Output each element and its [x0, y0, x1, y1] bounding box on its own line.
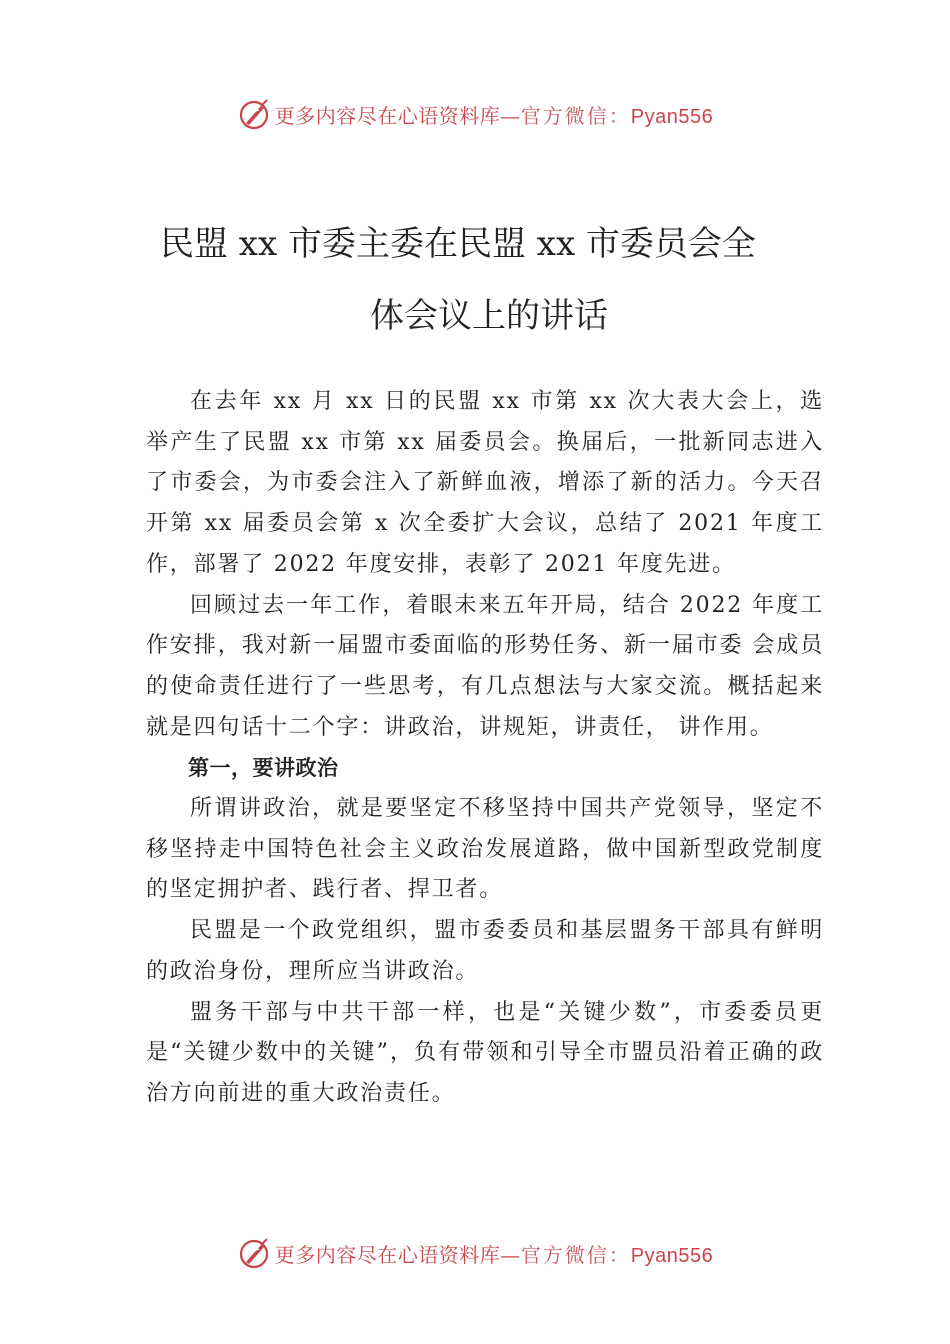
paragraph-1: 在去年 xx 月 xx 日的民盟 xx 市第 xx 次大表大会上，选举产生了民盟 xx 市第 xx 届委员会。换届后，一批新同志进入了市委会，为市委会注入了新鲜血液，增添了新的活力。今天召开第 xx 届委员会第 x 次全委扩大会议，总结了 2021 年度工作，部署了 2022 年度安排，表彰了 2021 年度先进。: [146, 389, 824, 577]
header-watermark: [0, 94, 950, 134]
quill-logo-icon: [237, 1236, 271, 1270]
paragraph-4: 民盟是一个政党组织，盟市委委员和基层盟务干部具有鲜明的政治身份，理所应当讲政治。: [146, 918, 824, 984]
title-line-1: 民盟 xx 市委主委在民盟 xx 市委员会全: [160, 224, 756, 264]
watermark-text: 更多内容尽在心语资料库—官方微信：Pyan556: [274, 103, 714, 128]
document-body: [146, 382, 824, 1115]
paragraph-2: 回顾过去一年工作，着眼未来五年开局，结合 2022 年度工作安排，我对新一届盟市委面临的形势任务、新一届市委 会成员的使命责任进行了一些思考，有几点想法与大家交流。概括起来就是四句话十二个字：讲政治，讲规矩，讲责任， 讲作用。: [146, 592, 824, 740]
paragraph-5: 盟务干部与中共干部一样，也是“关键少数”，市委委员更是“关键少数中的关键”，负有带领和引导全市盟员沿着正确的政治方向前进的重大政治责任。: [146, 999, 824, 1106]
footer-watermark: [0, 1233, 950, 1273]
quill-logo-icon: [237, 97, 271, 131]
section-heading-1: 第一，要讲政治: [188, 756, 339, 781]
title-line-2: 体会议上的讲话: [370, 296, 608, 336]
document-title: [140, 208, 810, 352]
paragraph-3: 所谓讲政治，就是要坚定不移坚持中国共产党领导，坚定不移坚持走中国特色社会主义政治发展道路，做中国新型政党制度的坚定拥护者、践行者、捍卫者。: [146, 796, 824, 903]
watermark-text: 更多内容尽在心语资料库—官方微信：Pyan556: [274, 1242, 714, 1267]
